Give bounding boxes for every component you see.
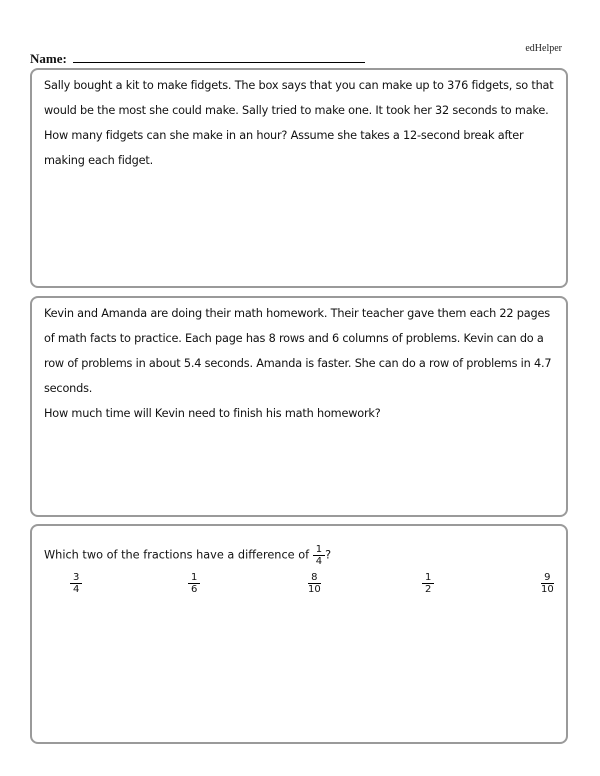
fraction-choices xyxy=(44,572,554,602)
name-line[interactable] xyxy=(73,51,365,63)
fraction-choice: $\frac{1}{6}$ xyxy=(188,572,200,595)
fraction-choice: $\frac{9}{10}$ xyxy=(541,572,554,595)
fraction-choice: $\frac{3}{4}$ xyxy=(70,572,82,595)
name-label: Name: xyxy=(30,51,67,66)
question-2-question: How much time will Kevin need to finish his math homework? xyxy=(44,407,381,420)
question-1-text: Sally bought a kit to make fidgets. The box says that you can make up to 376 fidgets, so that would be the most she could make. Sally tried to make one. It took her 32 seconds to make. How many fidgets can she make in an hour? Assume she takes a 12-second break after making each fidget. xyxy=(44,79,554,167)
question-3-prompt: Which two of the fractions have a difference of $\frac{1}{4}$ ? xyxy=(44,544,332,567)
fraction-choice: $\frac{8}{10}$ xyxy=(308,572,321,595)
brand-label: edHelper xyxy=(525,43,562,54)
name-field xyxy=(30,51,365,67)
question-box-3 xyxy=(30,524,568,744)
question-box-1 xyxy=(30,68,568,288)
fraction-choice: $\frac{1}{2}$ xyxy=(422,572,434,595)
question-box-2 xyxy=(30,296,568,517)
prompt-fraction: $\frac{1}{4}$ xyxy=(313,544,325,567)
question-2-text: Kevin and Amanda are doing their math homework. Their teacher gave them each 22 pages of math facts to practice. Each page has 8 rows and 6 columns of problems. Kevin can do a row of problems in about 5.4 seconds. Amanda is faster. She can do a row of problems in 4.7 seconds. xyxy=(44,307,552,395)
